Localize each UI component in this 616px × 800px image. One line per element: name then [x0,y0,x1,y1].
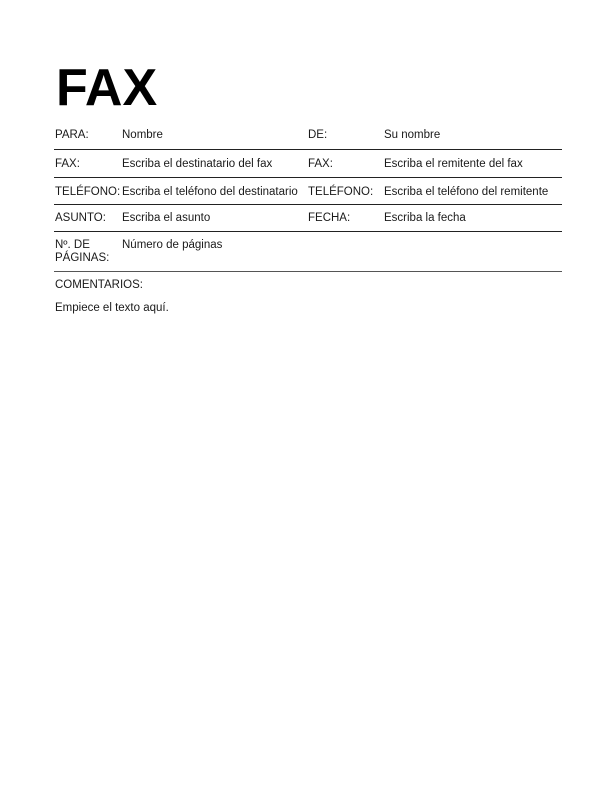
subject-field[interactable]: Escriba el asunto [122,212,211,224]
sender-fax-label: FAX: [308,158,333,170]
subject-label: ASUNTO: [55,212,106,224]
pages-label: Nº. DE PÁGINAS: [55,239,110,264]
recipient-phone-field[interactable]: Escriba el teléfono del destinatario [122,186,298,198]
field-row-fax [54,150,562,178]
sender-phone-label: TELÉFONO: [308,186,374,198]
page-count-field[interactable]: Número de páginas [122,239,223,251]
comments-body-text[interactable]: Empiece el texto aquí. [55,302,169,314]
sender-name-field[interactable]: Su nombre [384,129,441,141]
from-label: DE: [308,129,328,141]
field-row-subject-date [54,205,562,232]
recipient-fax-field[interactable]: Escriba el destinatario del fax [122,158,273,170]
sender-fax-field[interactable]: Escriba el remitente del fax [384,158,523,170]
fax-fields-table [54,122,562,272]
field-row-pages [54,232,562,272]
recipient-fax-label: FAX: [55,158,80,170]
field-row-phone [54,178,562,205]
sender-phone-field[interactable]: Escriba el teléfono del remitente [384,186,549,198]
recipient-name-field[interactable]: Nombre [122,129,163,141]
date-label: FECHA: [308,212,351,224]
comments-label: COMENTARIOS: [55,279,143,291]
date-field[interactable]: Escriba la fecha [384,212,466,224]
field-row-to-from [54,122,562,150]
recipient-phone-label: TELÉFONO: [55,186,121,198]
page-title: FAX [56,59,158,117]
to-label: PARA: [55,129,89,141]
